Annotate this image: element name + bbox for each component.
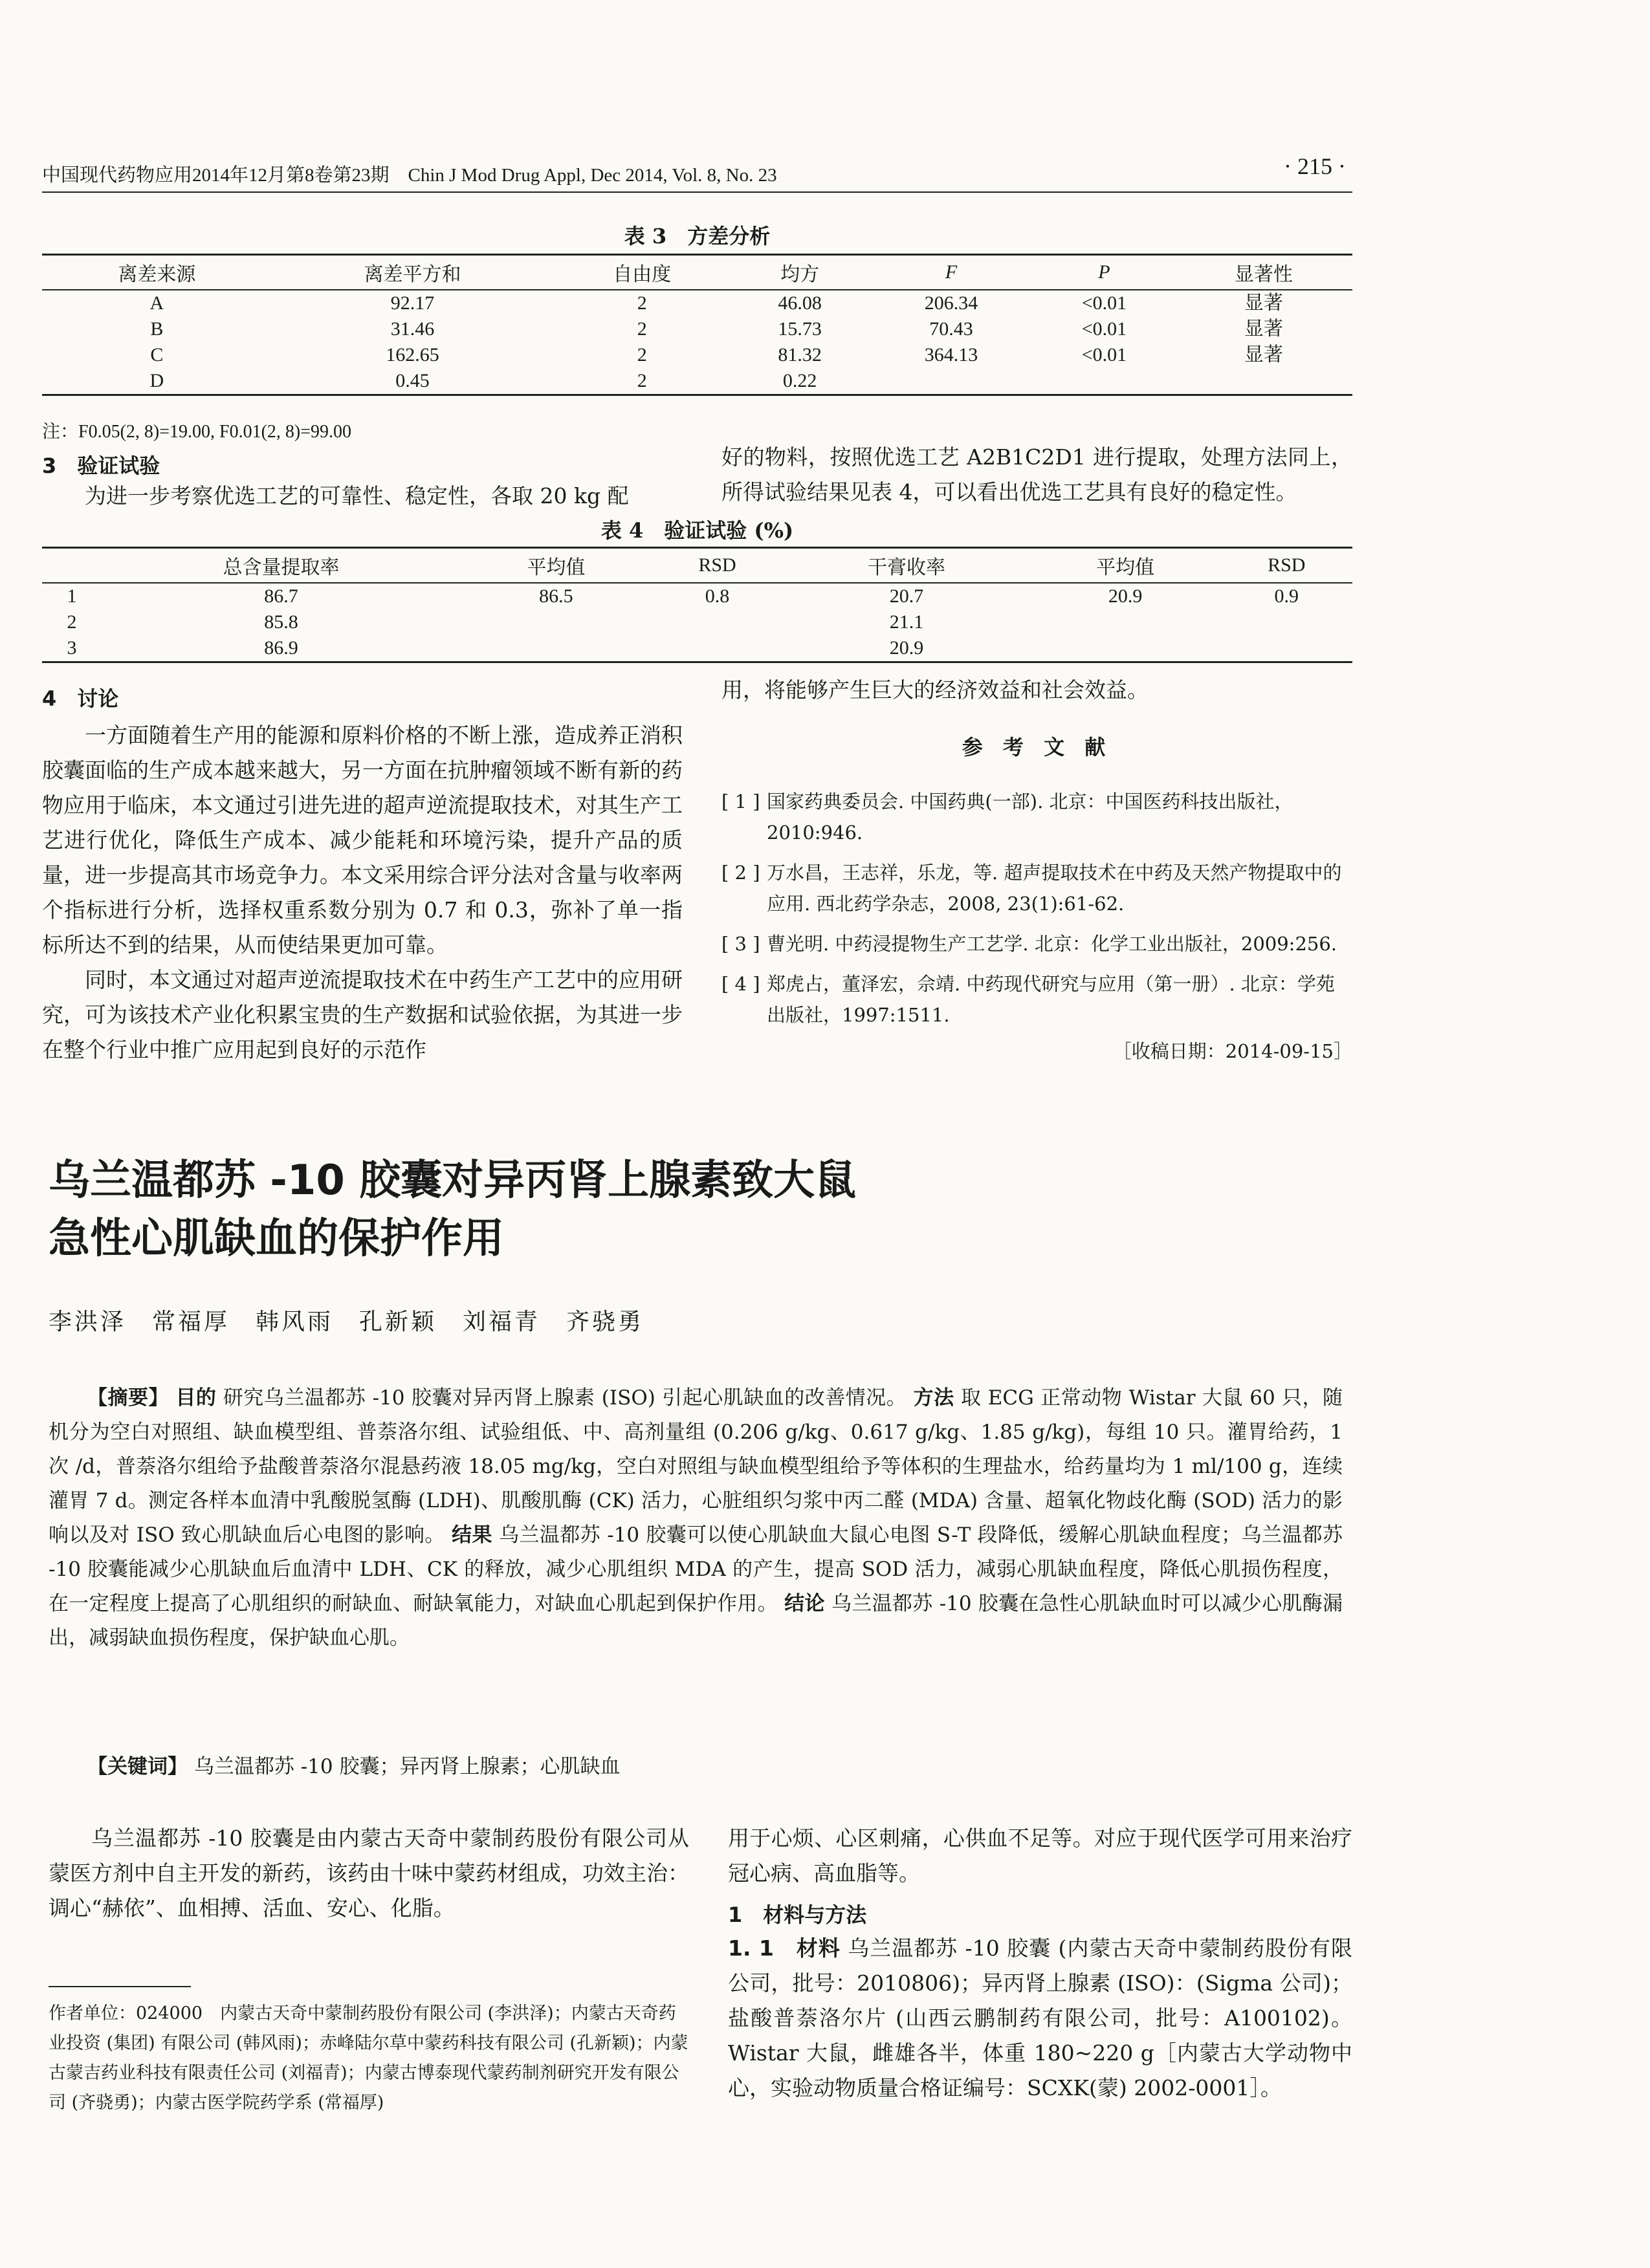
table-cell: 2 <box>553 368 731 395</box>
abstract-result: 乌兰温都苏 -10 胶囊可以使心肌缺血大鼠心电图 S-T 段降低，缓解心肌缺血程度；乌兰温都苏 -10 胶囊能减少心肌缺血后血清中 LDH、CK 的释放，减少心肌组织 MDA 的产生，提高 SOD 活力，减弱心肌缺血程度，降低心肌损伤程度，在一定程度上提高了心肌组织的耐缺血、耐缺氧能力，对缺血心肌起到保护作用。 <box>49 1523 1343 1615</box>
table-cell: 70.43 <box>929 318 973 340</box>
table4-header-cell: RSD <box>1221 548 1352 583</box>
table-cell: 15.73 <box>778 318 822 340</box>
table-cell: 20.9 <box>783 635 1030 662</box>
table-cell: 显著 <box>1244 292 1283 314</box>
table-cell: 1 <box>67 585 77 607</box>
table-cell <box>869 368 1033 395</box>
table-cell: A <box>149 292 164 314</box>
table-cell: 显著 <box>1244 318 1283 340</box>
table3-header-cell: 离差来源 <box>42 255 272 290</box>
article-abstract <box>49 1381 1343 1655</box>
references-list <box>721 786 1352 1063</box>
table4-header-cell <box>42 548 102 583</box>
table3-header-cell: 离差平方和 <box>272 255 553 290</box>
table3-header-cell: P <box>1033 255 1175 290</box>
table-cell: 0.8 <box>705 585 730 607</box>
table4-header-cell: 总含量提取率 <box>102 548 461 583</box>
table-cell: 0.9 <box>1274 585 1299 607</box>
table-row <box>42 316 1352 342</box>
section3-para-right: 好的物料，按照优选工艺 A2B1C2D1 进行提取，处理方法同上，所得试验结果见表 4，可以看出优选工艺具有良好的稳定性。 <box>721 444 1352 505</box>
table-cell: 3 <box>42 635 102 662</box>
reference-number: [ 1 ] <box>721 791 760 812</box>
table3-caption: 表 3 方差分析 <box>624 224 771 248</box>
received-date: ［收稿日期：2014-09-15］ <box>1112 1040 1352 1062</box>
section4-body <box>42 718 683 1067</box>
section1-heading: 1 材料与方法 <box>728 1903 867 1927</box>
table3-header-cell: 显著性 <box>1175 255 1352 290</box>
table-cell <box>1030 635 1221 662</box>
table-cell: 21.1 <box>889 611 924 633</box>
table4-caption: 表 4 验证试验 (%) <box>600 518 794 543</box>
page-number: · 215 · <box>1284 153 1346 179</box>
table-cell: 0.45 <box>272 368 553 395</box>
table-cell: <0.01 <box>1081 344 1127 365</box>
table-cell: 81.32 <box>778 344 822 365</box>
reference-number: [ 2 ] <box>721 862 760 884</box>
table-cell: 206.34 <box>924 292 978 314</box>
table-cell <box>1221 635 1352 662</box>
table-cell: 86.5 <box>539 585 573 607</box>
table-row <box>42 342 1352 368</box>
article-title-line-1: 乌兰温都苏 -10 胶囊对异丙肾上腺素致大鼠 <box>49 1157 857 1205</box>
table-cell: 86.9 <box>102 635 461 662</box>
keywords-text: 乌兰温都苏 -10 胶囊；异丙肾上腺素；心肌缺血 <box>193 1755 621 1778</box>
table3-note: 注：F0.05(2, 8)=19.00, F0.01(2, 8)=99.00 <box>42 422 352 442</box>
section1-1-text: 乌兰温都苏 -10 胶囊 (内蒙古天奇中蒙制药股份有限公司，批号：2010806)；异丙肾上腺素 (ISO)：(Sigma 公司)；盐酸普萘洛尔片 (山西云鹏制药有限公司，批号：A100102)。Wistar 大鼠，雌雄各半，体重 180~220 g［内蒙古大学动物中心，实验动物质量合格证编号：SCXK(蒙) 2002-0001］。 <box>728 1935 1352 2100</box>
table-cell <box>1030 609 1221 635</box>
reference-item <box>721 968 1352 1030</box>
table-cell <box>1175 368 1352 395</box>
reference-item <box>721 786 1352 848</box>
reference-text: 曹光明. 中药浸提物生产工艺学. 北京：化学工业出版社，2009:256. <box>767 933 1337 955</box>
table-cell: 85.8 <box>264 611 298 633</box>
table-row <box>42 583 1352 609</box>
reference-item <box>721 928 1352 959</box>
table3-header-cell: 自由度 <box>553 255 731 290</box>
table-row <box>42 368 1352 395</box>
abstract-method-label: 方法 <box>913 1386 954 1410</box>
table-cell: 0.22 <box>731 368 869 395</box>
section3-para-left: 为进一步考察优选工艺的可靠性、稳定性，各取 20 kg 配 <box>85 483 629 508</box>
table-cell: B <box>150 318 164 340</box>
abstract-conclusion: 乌兰温都苏 -10 胶囊在急性心肌缺血时可以减少心肌酶漏出，减弱缺血损伤程度，保护缺血心肌。 <box>49 1592 1343 1650</box>
keywords-label: 【关键词】 <box>87 1755 188 1778</box>
article-authors: 李洪泽 常福厚 韩风雨 孔新颖 刘福青 齐骁勇 <box>49 1309 644 1335</box>
table-cell <box>652 635 783 662</box>
table-cell: 46.08 <box>778 292 822 314</box>
table-cell: 162.65 <box>386 344 439 365</box>
table-cell: 2 <box>637 318 647 340</box>
section3-heading: 3 验证试验 <box>42 453 160 478</box>
table-cell: D <box>42 368 272 395</box>
table-cell: 86.7 <box>264 585 298 607</box>
table-row <box>42 290 1352 316</box>
abstract-conclusion-label: 结论 <box>784 1592 825 1615</box>
references-heading: 参 考 文 献 <box>962 735 1112 759</box>
header-rule <box>42 191 1352 193</box>
journal-header: 中国现代药物应用2014年12月第8卷第23期 Chin J Mod Drug Appl, Dec 2014, Vol. 8, No. 23 <box>42 165 777 186</box>
table-cell <box>461 609 652 635</box>
table3-header-cell: F <box>869 255 1033 290</box>
reference-item <box>721 857 1352 919</box>
section4-para-2: 同时，本文通过对超声逆流提取技术在中药生产工艺中的应用研究，可为该技术产业化积累宝贵的生产数据和试验依据，为其进一步在整个行业中推广应用起到良好的示范作 <box>42 967 683 1062</box>
table4-header-cell: 干膏收率 <box>783 548 1030 583</box>
table-cell <box>1221 609 1352 635</box>
table-row <box>42 609 1352 635</box>
table-cell: 2 <box>637 292 647 314</box>
table-cell: 20.9 <box>1108 585 1143 607</box>
table-cell <box>1033 368 1175 395</box>
table-cell: 2 <box>67 611 77 633</box>
section4-heading: 4 讨论 <box>42 686 119 711</box>
reference-number: [ 3 ] <box>721 933 760 955</box>
article-title-line-2: 急性心肌缺血的保护作用 <box>49 1215 504 1263</box>
footnote-rule <box>49 1986 191 1987</box>
abstract-objective-label: 目的 <box>175 1386 217 1410</box>
table-row <box>42 635 1352 662</box>
table-cell: <0.01 <box>1081 318 1127 340</box>
table4-header-row <box>42 548 1352 583</box>
table-cell: 2 <box>637 344 647 365</box>
table-cell: 20.7 <box>889 585 924 607</box>
table3-header-cell: 均方 <box>731 255 869 290</box>
table-cell <box>652 609 783 635</box>
table4-header-cell: 平均值 <box>1030 548 1221 583</box>
abstract-method: 取 ECG 正常动物 Wistar 大鼠 60 只，随机分为空白对照组、缺血模型组、普萘洛尔组、试验组低、中、高剂量组 (0.206 g/kg、0.617 g/kg、1.85 g/kg)，每组 10 只。灌胃给药，1 次 /d，普萘洛尔组给予盐酸普萘洛尔混悬药液 18.05 mg/kg，空白对照组与缺血模型组给予等体积的生理盐水，给药量均为 1 ml/100 g，连续灌胃 7 d。测定各样本血清中乳酸脱氢酶 (LDH)、肌酸肌酶 (CK) 活力，心脏组织匀浆中丙二醛 (MDA) 含量、超氧化物歧化酶 (SOD) 活力的影响以及对 ISO 致心肌缺血后心电图的影响。 <box>49 1386 1343 1547</box>
article-keywords <box>87 1750 1343 1779</box>
table-cell: 显著 <box>1244 344 1283 365</box>
abstract-objective: 研究乌兰温都苏 -10 胶囊对异丙肾上腺素 (ISO) 引起心肌缺血的改善情况。 <box>223 1386 907 1410</box>
reference-text: 郑虎占，董泽宏，佘靖. 中药现代研究与应用（第一册）. 北京：学苑出版社，1997:1511. <box>767 973 1335 1026</box>
section1-1-label: 1. 1 材料 <box>728 1935 841 1961</box>
table4-header-cell: 平均值 <box>461 548 652 583</box>
table4-header-cell: RSD <box>652 548 783 583</box>
table-cell: C <box>150 344 164 365</box>
article-intro-left: 乌兰温都苏 -10 胶囊是由内蒙古天奇中蒙制药股份有限公司从蒙医方剂中自主开发的新药，该药由十味中蒙药材组成，功效主治：调心“赫依”、血相搏、活血、安心、化脂。 <box>49 1826 689 1921</box>
table-cell: 364.13 <box>924 344 978 365</box>
table-cell: 92.17 <box>390 292 435 314</box>
author-affiliations: 作者单位：024000 内蒙古天奇中蒙制药股份有限公司 (李洪泽)；内蒙古天奇药业投资 (集团) 有限公司 (韩风雨)；赤峰陆尔草中蒙药科技有限公司 (孔新颖)；内蒙古蒙吉药业科技有限责任公司 (刘福青)；内蒙古博泰现代蒙药制剂研究开发有限公司 (齐骁勇)；内蒙古医学院药学系 (常福厚) <box>49 2003 688 2113</box>
table3-header-row <box>42 255 1352 290</box>
abstract-result-label: 结果 <box>452 1523 492 1547</box>
table-cell: <0.01 <box>1081 292 1127 314</box>
section1-1 <box>728 1931 1352 2106</box>
article-intro-right: 用于心烦、心区刺痛，心供血不足等。对应于现代医学可用来治疗冠心病、高血脂等。 <box>728 1826 1352 1886</box>
section4-para-3: 用，将能够产生巨大的经济效益和社会效益。 <box>721 677 1149 703</box>
table-cell: 31.46 <box>390 318 435 340</box>
reference-text: 万水昌，王志祥，乐龙，等. 超声提取技术在中药及天然产物提取中的应用. 西北药学杂志，2008, 23(1):61-62. <box>767 862 1342 915</box>
section4-para-1: 一方面随着生产用的能源和原料价格的不断上涨，造成养正消积胶囊面临的生产成本越来越大，另一方面在抗肿瘤领域不断有新的药物应用于临床，本文通过引进先进的超声逆流提取技术，对其生产工艺进行优化，降低生产成本、减少能耗和环境污染，提升产品的质量，进一步提高其市场竞争力。本文采用综合评分法对含量与收率两个指标进行分析，选择权重系数分别为 0.7 和 0.3，弥补了单一指标所达不到的结果，从而使结果更加可靠。 <box>42 723 683 957</box>
article-title <box>49 1151 1343 1268</box>
table-cell <box>461 635 652 662</box>
abstract-label: 【摘要】 <box>87 1386 170 1410</box>
table4 <box>42 547 1352 663</box>
reference-number: [ 4 ] <box>721 973 760 995</box>
reference-text: 国家药典委员会. 中国药典(一部). 北京：中国医药科技出版社，2010:946. <box>767 791 1293 844</box>
table3 <box>42 254 1352 396</box>
